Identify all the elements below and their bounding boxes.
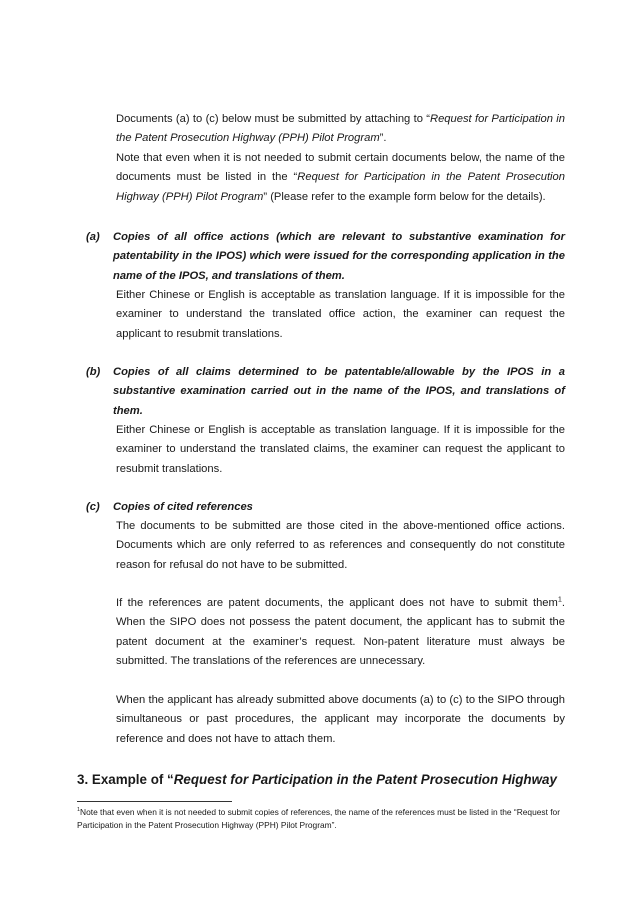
item-b-body: Either Chinese or English is acceptable as translation language. If it is impossible for the examiner to understand the translated claims, the examiner can request the applicant to resubmit translations. <box>116 424 565 475</box>
intro-section <box>116 110 565 207</box>
section-heading: 3. Example of “Request for Participation in the Patent Prosecution Highway <box>77 772 557 787</box>
footnote-text: Note that even when it is not needed to submit copies of references, the name of the references must be listed in the “Request for Participation in the Patent Prosecution Highway (PPH) Pilot Program”. <box>77 807 561 830</box>
item-a-title: Copies of all office actions (which are relevant to substantive examination for patentability in the IPOS) which were issued for the corresponding application in the name of the IPOS, and translations of them. <box>113 231 565 282</box>
footnote-reference: 1 <box>557 594 562 604</box>
request-form-title: Request for Participation in the Patent Prosecution Highway (PPH) Pilot Program <box>116 171 565 203</box>
request-form-title: Request for Participation in the Patent Prosecution Highway (PPH) Pilot Program <box>116 113 565 145</box>
item-c-label: (c) <box>86 501 100 513</box>
item-a-body: Either Chinese or English is acceptable as translation language. If it is impossible for the examiner to understand the translated office action, the examiner can request the applicant to resubmit translations. <box>116 289 565 340</box>
item-c-paragraph-3: When the applicant has already submitted above documents (a) to (c) to the SIPO through simultaneous or past procedures, the applicant may incorporate the documents by reference and does not have to attach them. <box>116 694 565 745</box>
intro-paragraph-1: Documents (a) to (c) below must be submitted by attaching to “Request for Participation in the Patent Prosecution Highway (PPH) Pilot Program”. <box>116 113 565 145</box>
intro-paragraph-2: Note that even when it is not needed to submit certain documents below, the name of the documents must be listed in the “Request for Participation in the Patent Prosecution Highway (PPH) Pilot Program” (Please refer to the example form below for the details). <box>116 151 565 203</box>
item-c-paragraph-2: If the references are patent documents, the applicant does not have to submit them$^1$. When the SIPO does not possess the patent document, the applicant has to submit the patent document at the examiner’s request. Non-patent literature must always be submitted. The translations of the references are unnecessary. <box>116 594 565 668</box>
footnote-marker: 1 <box>77 807 81 814</box>
item-a-label: (a) <box>86 231 100 243</box>
item-b-title: Copies of all claims determined to be patentable/allowable by the IPOS in a substantive examination carried out in the name of the IPOS, and translations of them. <box>113 366 565 417</box>
footnote <box>77 806 567 831</box>
item-c-title: Copies of cited references <box>113 501 253 513</box>
item-c-body <box>116 517 565 575</box>
item-c-paragraph-1: The documents to be submitted are those cited in the above-mentioned office actions. Documents which are only referred to as references and consequently do not constitute reason for refusal do not have to be submitted. <box>116 520 565 571</box>
item-b-label: (b) <box>86 366 101 378</box>
footnote-divider <box>77 801 232 802</box>
section-heading-title: Request for Participation in the Patent Prosecution Highway <box>173 772 557 787</box>
